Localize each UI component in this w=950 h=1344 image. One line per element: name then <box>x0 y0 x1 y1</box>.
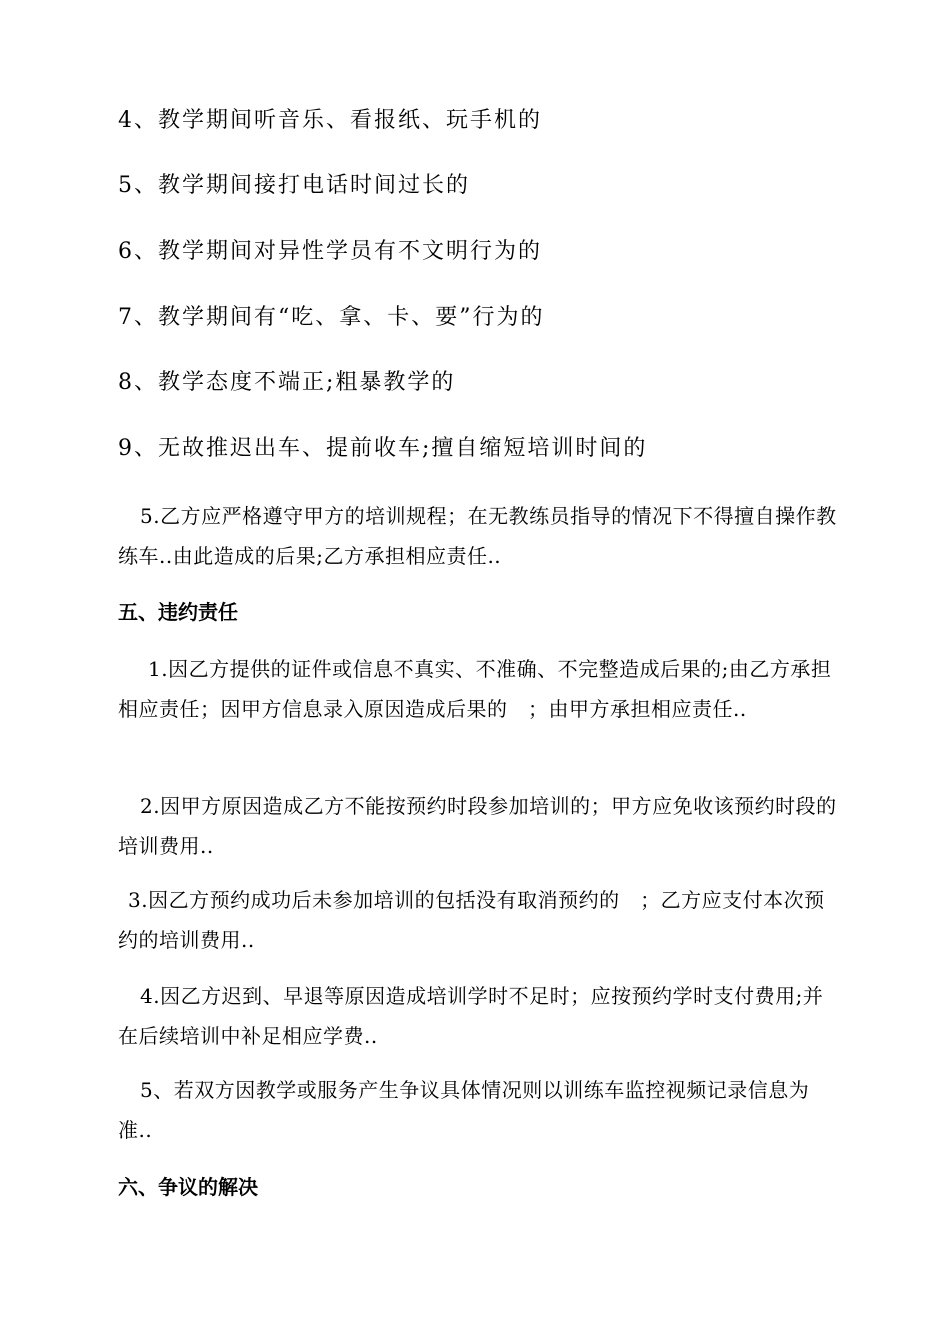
list-item-4: 4、教学期间听音乐、看报纸、玩手机的 <box>118 108 542 133</box>
breach-paragraph-5: 5、若双方因教学或服务产生争议具体情况则以训练车监控视频记录信息为准.. <box>118 1078 810 1142</box>
breach-paragraph-2: 2.因甲方原因造成乙方不能按预约时段参加培训的；甲方应免收该预约时段的培训费用.. <box>118 794 837 858</box>
list-item-8: 8、教学态度不端正;粗暴教学的 <box>118 370 456 395</box>
clause-5-paragraph: 5.乙方应严格遵守甲方的培训规程；在无教练员指导的情况下不得擅自操作教练车..由此造成的后果;乙方承担相应责任.. <box>118 504 837 568</box>
section-heading-dispute: 六、争议的解决 <box>118 1175 258 1199</box>
section-heading-breach: 五、违约责任 <box>118 600 238 624</box>
list-item-6: 6、教学期间对异性学员有不文明行为的 <box>118 239 542 264</box>
list-item-7: 7、教学期间有“吃、拿、卡、要”行为的 <box>118 305 545 330</box>
list-item-5: 5、教学期间接打电话时间过长的 <box>118 173 470 198</box>
list-item-9: 9、无故推迟出车、提前收车;擅自缩短培训时间的 <box>118 436 648 461</box>
breach-paragraph-4: 4.因乙方迟到、早退等原因造成培训学时不足时；应按预约学时支付费用;并在后续培训中补足相应学费.. <box>118 984 824 1048</box>
breach-paragraph-1: 1.因乙方提供的证件或信息不真实、不准确、不完整造成后果的;由乙方承担相应责任；因甲方信息录入原因造成后果的 ；由甲方承担相应责任.. <box>118 657 832 721</box>
breach-paragraph-3: 3.因乙方预约成功后未参加培训的包括没有取消预约的 ；乙方应支付本次预约的培训费用.. <box>118 888 825 952</box>
